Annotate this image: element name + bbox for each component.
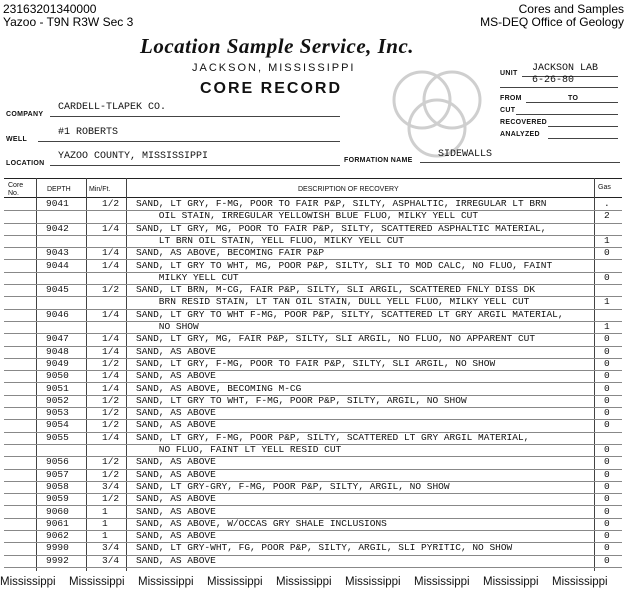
min-per-ft-cell: 1/4 <box>102 431 120 443</box>
date-value: 6-26-80 <box>532 75 575 86</box>
col-gas-header: Gas <box>598 184 611 191</box>
min-per-ft-cell: 1/2 <box>102 407 120 419</box>
table-row <box>4 309 622 322</box>
cut-label: CUT <box>500 107 516 114</box>
description-cell: MILKY YELL CUT <box>136 271 239 283</box>
table-row <box>4 247 622 260</box>
table-row <box>4 210 622 223</box>
min-per-ft-cell: 1/4 <box>102 247 120 259</box>
description-cell: SAND, LT GRY, F-MG, POOR TO FAIR P&P, SILTY, ASPHALTIC, IRREGULAR LT BRN <box>136 198 547 209</box>
footer-word: Mississippi <box>414 576 470 588</box>
col-depth-header: DEPTH <box>47 186 71 193</box>
min-per-ft-cell: 3/4 <box>102 542 120 554</box>
table-row <box>4 419 622 432</box>
gas-cell: 0 <box>604 333 610 345</box>
description-cell: SAND, LT GRY, F-MG, POOR P&P, SILTY, SCATTERED LT GRY ARGIL MATERIAL, <box>136 431 530 443</box>
min-per-ft-cell: 1/2 <box>102 394 120 406</box>
depth-cell: 9051 <box>46 382 69 394</box>
depth-cell: 9053 <box>46 407 69 419</box>
formation-value: SIDEWALLS <box>438 149 493 160</box>
min-per-ft-cell: 1/4 <box>102 370 120 382</box>
min-per-ft-cell: 1 <box>102 517 108 529</box>
table-row <box>4 530 622 543</box>
table-row <box>4 555 622 568</box>
description-cell: SAND, AS ABOVE <box>136 419 216 431</box>
min-per-ft-cell: 1 <box>102 530 108 542</box>
table-row <box>4 198 622 211</box>
gas-cell: 0 <box>604 554 610 566</box>
table-row <box>4 235 622 248</box>
description-cell: SAND, LT GRY TO WHT F-MG, POOR P&P, SILTY, SCATTERED LT GRY ARGIL MATERIAL, <box>136 308 564 320</box>
table-top-line <box>4 178 622 179</box>
depth-cell: 9055 <box>46 431 69 443</box>
footer-word: Mississippi <box>345 576 401 588</box>
gas-cell: 0 <box>604 456 610 468</box>
description-cell: SAND, AS ABOVE <box>136 407 216 419</box>
description-cell: SAND, LT GRY-WHT, FG, POOR P&P, SILTY, ARGIL, SLI PYRITIC, NO SHOW <box>136 542 513 554</box>
description-cell: SAND, LT GRY-GRY, F-MG, POOR P&P, SILTY, ARGIL, NO SHOW <box>136 480 450 492</box>
table-row <box>4 370 622 383</box>
from-line <box>526 102 618 103</box>
footer-word: Mississippi <box>552 576 608 588</box>
min-per-ft-cell: 1/4 <box>102 333 120 345</box>
gas-cell: 1 <box>604 321 610 332</box>
formation-label: FORMATION NAME <box>344 157 413 164</box>
col-desc-header: DESCRIPTION OF RECOVERY <box>298 186 399 193</box>
footer-word: Mississippi <box>138 576 194 588</box>
description-cell: SAND, AS ABOVE <box>136 530 216 542</box>
min-per-ft-cell: 3/4 <box>102 554 120 566</box>
cut-line <box>516 114 618 115</box>
depth-cell: 9058 <box>46 480 69 492</box>
min-per-ft-cell: 1/2 <box>102 456 120 468</box>
min-per-ft-cell: 1/4 <box>102 259 120 271</box>
company-city: JACKSON, MISSISSIPPI <box>192 62 356 74</box>
min-per-ft-cell: 1/2 <box>102 284 120 296</box>
description-cell: SAND, LT GRY TO WHT, MG, POOR P&P, SILTY, SLI TO MOD CALC, NO FLUO, FAINT <box>136 259 553 271</box>
footer-strip <box>0 576 630 588</box>
table-row <box>4 284 622 297</box>
location-line <box>50 165 340 166</box>
min-per-ft-cell: 1/4 <box>102 222 120 234</box>
gas-cell: 0 <box>604 271 610 283</box>
table-row <box>4 272 622 285</box>
office-label: MS-DEQ Office of Geology <box>480 15 624 29</box>
min-per-ft-cell: 1/2 <box>102 493 120 505</box>
gas-cell: 0 <box>604 419 610 431</box>
table-row <box>4 518 622 531</box>
description-cell: SAND, LT BRN, M-CG, FAIR P&P, SILTY, SLI ARGIL, SCATTERED FNLY DISS DK <box>136 284 536 296</box>
gas-cell: 0 <box>604 493 610 505</box>
depth-cell: 9048 <box>46 345 69 357</box>
formation-line <box>420 162 620 163</box>
table-row <box>4 321 622 334</box>
depth-cell: 9042 <box>46 222 69 234</box>
gas-cell: 0 <box>604 357 610 369</box>
description-cell: SAND, LT GRY, F-MG, POOR TO FAIR P&P, SILTY, SLI ARGIL, NO SHOW <box>136 357 496 369</box>
depth-cell: 9060 <box>46 505 69 517</box>
unit-label: UNIT <box>500 70 518 77</box>
description-cell: SAND, LT GRY TO WHT, F-MG, POOR P&P, SILTY, ARGIL, NO SHOW <box>136 394 467 406</box>
collection-label: Cores and Samples <box>518 2 624 16</box>
table-row <box>4 383 622 396</box>
form-title: CORE RECORD <box>200 80 343 97</box>
footer-word: Mississippi <box>483 576 539 588</box>
min-per-ft-cell: 1/4 <box>102 308 120 320</box>
description-cell: OIL STAIN, IRREGULAR YELLOWISH BLUE FLUO, MILKY YELL CUT <box>136 210 479 222</box>
depth-cell: 9049 <box>46 357 69 369</box>
api-number: 23163201340000 <box>3 2 97 16</box>
table-row <box>4 469 622 482</box>
description-cell: SAND, AS ABOVE, BECOMING M-CG <box>136 382 302 394</box>
footer-word: Mississippi <box>0 576 56 588</box>
gas-cell: 0 <box>604 247 610 259</box>
gas-cell: 0 <box>604 480 610 492</box>
min-per-ft-cell: 3/4 <box>102 480 120 492</box>
depth-cell: 9050 <box>46 370 69 382</box>
footer-word: Mississippi <box>276 576 332 588</box>
depth-cell: 9047 <box>46 333 69 345</box>
table-row <box>4 333 622 346</box>
description-cell: SAND, LT GRY, MG, FAIR P&P, SILTY, SLI ARGIL, NO FLUO, NO APPARENT CUT <box>136 333 536 345</box>
description-cell: SAND, AS ABOVE <box>136 554 216 566</box>
table-row <box>4 444 622 457</box>
location-code: Yazoo - T9N R3W Sec 3 <box>3 15 134 29</box>
table-row <box>4 296 622 309</box>
depth-cell: 9044 <box>46 259 69 271</box>
description-cell: SAND, AS ABOVE <box>136 505 216 517</box>
gas-cell: 2 <box>604 210 610 222</box>
depth-cell: 9990 <box>46 542 69 554</box>
description-cell: SAND, AS ABOVE, BECOMING FAIR P&P <box>136 247 325 259</box>
recovered-label: RECOVERED <box>500 119 548 126</box>
gas-cell: 0 <box>604 542 610 554</box>
gas-cell: 0 <box>604 505 610 517</box>
depth-cell: 9992 <box>46 554 69 566</box>
description-cell: SAND, AS ABOVE, W/OCCAS GRY SHALE INCLUSIONS <box>136 517 387 529</box>
well-value: #1 ROBERTS <box>58 127 119 138</box>
footer-word: Mississippi <box>69 576 125 588</box>
depth-cell: 9057 <box>46 468 69 480</box>
table-row <box>4 506 622 519</box>
location-label: LOCATION <box>6 160 45 167</box>
gas-cell: 0 <box>604 407 610 419</box>
table-row <box>4 346 622 359</box>
gas-cell: 0 <box>604 444 610 455</box>
table-row <box>4 542 622 555</box>
gas-cell: 0 <box>604 382 610 394</box>
depth-cell: 9052 <box>46 394 69 406</box>
table-row <box>4 481 622 494</box>
description-cell: NO SHOW <box>136 321 199 332</box>
depth-cell: 9045 <box>46 284 69 296</box>
gas-cell: 0 <box>604 530 610 542</box>
well-line <box>38 141 340 142</box>
depth-cell: 9041 <box>46 198 69 209</box>
table-row <box>4 432 622 445</box>
recovered-line <box>548 126 618 127</box>
company-label: COMPANY <box>6 111 44 118</box>
min-per-ft-cell: 1/4 <box>102 345 120 357</box>
gas-cell: . <box>604 198 610 209</box>
gas-cell: 0 <box>604 468 610 480</box>
description-cell: SAND, LT GRY, MG, POOR TO FAIR P&P, SILTY, SCATTERED ASPHALTIC MATERIAL, <box>136 222 547 234</box>
description-cell: BRN RESID STAIN, LT TAN OIL STAIN, DULL YELL FLUO, MILKY YELL CUT <box>136 296 530 308</box>
company-line <box>50 116 340 117</box>
min-per-ft-cell: 1/2 <box>102 468 120 480</box>
gas-cell: 1 <box>604 234 610 246</box>
gas-cell: 0 <box>604 370 610 382</box>
description-cell: SAND, AS ABOVE <box>136 370 216 382</box>
footer-word: Mississippi <box>207 576 263 588</box>
well-label: WELL <box>6 136 28 143</box>
min-per-ft-cell: 1 <box>102 505 108 517</box>
table-row <box>4 395 622 408</box>
table-row <box>4 358 622 371</box>
min-per-ft-cell: 1/2 <box>102 198 120 209</box>
to-label: TO <box>568 95 579 102</box>
min-per-ft-cell: 1/2 <box>102 357 120 369</box>
depth-cell: 9061 <box>46 517 69 529</box>
description-cell: NO FLUO, FAINT LT YELL RESID CUT <box>136 444 342 455</box>
min-per-ft-cell: 1/4 <box>102 382 120 394</box>
description-cell: SAND, AS ABOVE <box>136 345 216 357</box>
gas-cell: 1 <box>604 296 610 308</box>
min-per-ft-cell: 1/2 <box>102 419 120 431</box>
depth-cell: 9059 <box>46 493 69 505</box>
unit-value: JACKSON LAB <box>532 63 599 74</box>
depth-cell: 9046 <box>46 308 69 320</box>
table-row <box>4 223 622 236</box>
description-cell: LT BRN OIL STAIN, YELL FLUO, MILKY YELL CUT <box>136 234 404 246</box>
company-value: CARDELL-TLAPEK CO. <box>58 102 167 113</box>
table-row <box>4 493 622 506</box>
gas-cell: 0 <box>604 394 610 406</box>
col-core-header: Core No. <box>8 182 24 197</box>
table-row <box>4 407 622 420</box>
gas-cell: 0 <box>604 345 610 357</box>
depth-cell: 9043 <box>46 247 69 259</box>
description-cell: SAND, AS ABOVE <box>136 493 216 505</box>
date-line <box>500 87 618 88</box>
from-label: FROM <box>500 95 522 102</box>
company-letterhead: Location Sample Service, Inc. <box>140 34 415 58</box>
gas-cell: 0 <box>604 517 610 529</box>
location-value: YAZOO COUNTY, MISSISSIPPI <box>58 151 209 162</box>
analyzed-line <box>548 138 618 139</box>
depth-cell: 9062 <box>46 530 69 542</box>
analyzed-label: ANALYZED <box>500 131 540 138</box>
col-min-header: Min/Ft. <box>89 186 111 193</box>
depth-cell: 9054 <box>46 419 69 431</box>
table-row <box>4 260 622 273</box>
depth-cell: 9056 <box>46 456 69 468</box>
table-row <box>4 456 622 469</box>
description-cell: SAND, AS ABOVE <box>136 468 216 480</box>
description-cell: SAND, AS ABOVE <box>136 456 216 468</box>
